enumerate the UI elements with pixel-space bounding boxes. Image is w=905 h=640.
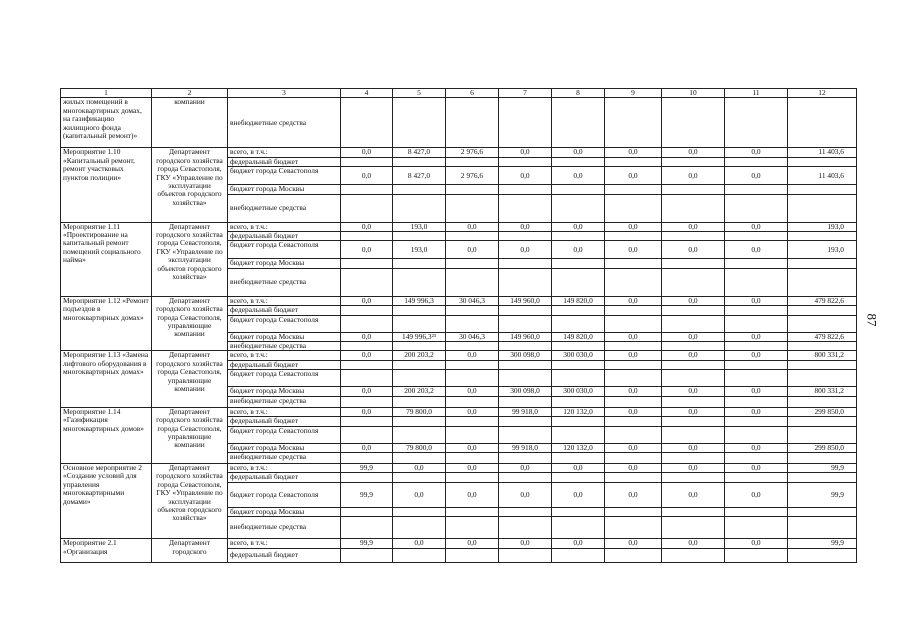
table-row <box>61 351 857 360</box>
value-cell: 299 850,0 <box>788 443 857 452</box>
funding-source: бюджет города Москвы <box>228 332 341 341</box>
value-cell: 0,0 <box>662 351 725 360</box>
value-cell: 0,0 <box>662 167 725 185</box>
funding-source: всего, в т.ч.: <box>228 351 341 360</box>
value-cell: 0,0 <box>605 539 662 548</box>
value-cell: 0,0 <box>605 463 662 472</box>
funding-source: бюджет города Москвы <box>228 507 341 516</box>
value-cell: 0,0 <box>725 443 788 452</box>
funding-source: бюджет города Москвы <box>228 443 341 452</box>
value-cell: 120 132,0 <box>552 407 605 416</box>
value-cell: 0,0 <box>662 222 725 231</box>
value-cell: 193,0 <box>393 222 446 231</box>
value-cell: 0,0 <box>446 241 499 259</box>
row-title: жилых помещений в многоквартирных домах, на газификацию жилищного фонда (капитальный ремонт)» <box>61 98 152 148</box>
value-cell: 0,0 <box>725 148 788 157</box>
value-cell: 0,0 <box>725 332 788 341</box>
funding-source: внебюджетные средства <box>228 396 341 407</box>
value-cell: 99,9 <box>341 482 393 507</box>
value-cell: 0,0 <box>605 351 662 360</box>
funding-source: внебюджетные средства <box>228 517 341 539</box>
table-row <box>61 296 857 305</box>
value-cell: 0,0 <box>341 296 393 305</box>
header-cell: 3 <box>228 89 341 98</box>
value-cell: 0,0 <box>552 167 605 185</box>
row-executor: Департамент городского хозяйства города Севастополя, управляющие компании <box>152 407 228 463</box>
row-executor: Департамент городского хозяйства города Севастополя, ГКУ «Управление по эксплуатации объектов городского хозяйства» <box>152 222 228 296</box>
value-cell: 0,0 <box>662 463 725 472</box>
row-executor: Департамент городского <box>152 539 228 562</box>
table-row <box>61 463 857 472</box>
value-cell: 193,0 <box>788 222 857 231</box>
value-cell: 0,0 <box>605 443 662 452</box>
value-cell: 0,0 <box>341 148 393 157</box>
value-cell: 99 918,0 <box>499 443 552 452</box>
funding-source: всего, в т.ч.: <box>228 148 341 157</box>
funding-source: бюджет города Москвы <box>228 259 341 268</box>
value-cell: 0,0 <box>725 296 788 305</box>
funding-source: федеральный бюджет <box>228 157 341 166</box>
row-executor: Департамент городского хозяйства города Севастополя, управляющие компании <box>152 296 228 351</box>
row-executor: компании <box>152 98 228 148</box>
funding-source: бюджет города Севастополя <box>228 167 341 185</box>
funding-source: всего, в т.ч.: <box>228 407 341 416</box>
funding-source: бюджет города Москвы <box>228 185 341 194</box>
value-cell: 149 996,3 <box>393 296 446 305</box>
value-cell: 99,9 <box>788 482 857 507</box>
table-row <box>61 539 857 548</box>
value-cell: 0,0 <box>605 387 662 396</box>
value-cell: 0,0 <box>446 222 499 231</box>
row-title: Основное мероприятие 2 «Создание условий для управления многоквартирными домами» <box>61 463 152 538</box>
value-cell: 2 976,6 <box>446 167 499 185</box>
value-cell: 0,0 <box>725 482 788 507</box>
budget-table <box>60 88 857 563</box>
value-cell: 149 996,3²³ <box>393 332 446 341</box>
row-title: Мероприятие 1.14 «Газификация многоквартирных домов» <box>61 407 152 463</box>
value-cell: 0,0 <box>341 387 393 396</box>
value-cell: 193,0 <box>788 241 857 259</box>
value-cell: 11 403,6 <box>788 148 857 157</box>
value-cell: 0,0 <box>662 407 725 416</box>
value-cell: 99,9 <box>341 539 393 548</box>
value-cell: 99,9 <box>341 463 393 472</box>
value-cell: 0,0 <box>605 332 662 341</box>
row-title: Мероприятие 1.10 «Капитальный ремонт, ремонт участковых пунктов полиции» <box>61 148 152 222</box>
funding-source: федеральный бюджет <box>228 306 341 315</box>
value-cell: 0,0 <box>725 241 788 259</box>
value-cell: 0,0 <box>662 296 725 305</box>
funding-source: внебюджетные средства <box>228 268 341 296</box>
value-cell: 800 331,2 <box>788 387 857 396</box>
value-cell: 8 427,0 <box>393 148 446 157</box>
value-cell: 0,0 <box>446 482 499 507</box>
value-cell: 0,0 <box>552 222 605 231</box>
value-cell: 0,0 <box>605 222 662 231</box>
value-cell: 149 820,0 <box>552 332 605 341</box>
value-cell: 0,0 <box>552 241 605 259</box>
value-cell: 0,0 <box>446 539 499 548</box>
value-cell: 0,0 <box>341 332 393 341</box>
funding-source: бюджет города Севастополя <box>228 241 341 259</box>
value-cell: 0,0 <box>499 241 552 259</box>
header-cell: 6 <box>446 89 499 98</box>
value-cell: 200 203,2 <box>393 351 446 360</box>
value-cell: 8 427,0 <box>393 167 446 185</box>
value-cell: 0,0 <box>662 387 725 396</box>
funding-source: бюджет города Москвы <box>228 387 341 396</box>
value-cell: 0,0 <box>725 463 788 472</box>
funding-source: всего, в т.ч.: <box>228 463 341 472</box>
funding-source: федеральный бюджет <box>228 473 341 482</box>
value-cell: 0,0 <box>725 222 788 231</box>
table-header-row <box>61 89 857 98</box>
header-cell: 4 <box>341 89 393 98</box>
value-cell: 0,0 <box>605 148 662 157</box>
table-row <box>61 407 857 416</box>
value-cell: 300 098,0 <box>499 351 552 360</box>
value-cell: 0,0 <box>499 167 552 185</box>
value-cell: 0,0 <box>662 332 725 341</box>
header-cell: 12 <box>788 89 857 98</box>
value-cell: 0,0 <box>446 387 499 396</box>
value-cell: 149 820,0 <box>552 296 605 305</box>
value-cell: 300 030,0 <box>552 351 605 360</box>
value-cell: 0,0 <box>605 167 662 185</box>
value-cell: 299 850,0 <box>788 407 857 416</box>
value-cell: 0,0 <box>552 463 605 472</box>
value-cell: 99,9 <box>788 463 857 472</box>
table-row <box>61 98 857 148</box>
value-cell: 99 918,0 <box>499 407 552 416</box>
value-cell: 30 046,3 <box>446 332 499 341</box>
value-cell: 0,0 <box>725 407 788 416</box>
value-cell: 0,0 <box>446 443 499 452</box>
value-cell: 149 960,0 <box>499 296 552 305</box>
value-cell: 0,0 <box>605 241 662 259</box>
budget-table-sheet <box>60 88 857 563</box>
value-cell: 30 046,3 <box>446 296 499 305</box>
value-cell: 300 030,0 <box>552 387 605 396</box>
value-cell: 193,0 <box>393 241 446 259</box>
value-cell: 0,0 <box>725 539 788 548</box>
funding-source: федеральный бюджет <box>228 548 341 562</box>
value-cell: 0,0 <box>341 351 393 360</box>
value-cell: 0,0 <box>393 482 446 507</box>
value-cell: 0,0 <box>341 167 393 185</box>
header-cell: 7 <box>499 89 552 98</box>
funding-source: бюджет города Севастополя <box>228 426 341 443</box>
funding-source: федеральный бюджет <box>228 360 341 369</box>
value-cell: 149 960,0 <box>499 332 552 341</box>
value-cell: 0,0 <box>499 222 552 231</box>
table-row <box>61 222 857 231</box>
funding-source: внебюджетные средства <box>228 98 341 148</box>
value-cell: 0,0 <box>662 148 725 157</box>
table-row <box>61 148 857 157</box>
value-cell: 0,0 <box>341 443 393 452</box>
value-cell: 11 403,6 <box>788 167 857 185</box>
row-title: Мероприятие 1.12 «Ремонт подъездов в многоквартирных домах» <box>61 296 152 351</box>
row-title: Мероприятие 1.11 «Проектирование на капитальный ремонт помещений социального найма» <box>61 222 152 296</box>
value-cell: 0,0 <box>341 222 393 231</box>
value-cell: 0,0 <box>393 463 446 472</box>
funding-source: федеральный бюджет <box>228 232 341 241</box>
funding-source: бюджет города Севастополя <box>228 315 341 332</box>
value-cell: 0,0 <box>552 148 605 157</box>
header-cell: 1 <box>61 89 152 98</box>
value-cell: 0,0 <box>662 443 725 452</box>
value-cell: 800 331,2 <box>788 351 857 360</box>
header-cell: 5 <box>393 89 446 98</box>
value-cell: 0,0 <box>499 463 552 472</box>
funding-source: всего, в т.ч.: <box>228 539 341 548</box>
page-number: 87 <box>864 313 880 327</box>
value-cell: 479 822,6 <box>788 296 857 305</box>
value-cell: 0,0 <box>725 351 788 360</box>
funding-source: бюджет города Севастополя <box>228 370 341 387</box>
value-cell: 0,0 <box>552 539 605 548</box>
value-cell: 300 098,0 <box>499 387 552 396</box>
value-cell: 0,0 <box>662 241 725 259</box>
value-cell: 479 822,6 <box>788 332 857 341</box>
funding-source: внебюджетные средства <box>228 452 341 463</box>
value-cell: 0,0 <box>662 539 725 548</box>
value-cell: 0,0 <box>605 296 662 305</box>
value-cell: 0,0 <box>341 407 393 416</box>
funding-source: внебюджетные средства <box>228 342 341 351</box>
row-title: Мероприятие 2.1 «Организация <box>61 539 152 562</box>
funding-source: федеральный бюджет <box>228 417 341 426</box>
funding-source: всего, в т.ч.: <box>228 222 341 231</box>
row-executor: Департамент городского хозяйства города Севастополя, ГКУ «Управление по эксплуатации объектов городского хозяйства» <box>152 463 228 538</box>
value-cell: 0,0 <box>605 407 662 416</box>
header-cell: 11 <box>725 89 788 98</box>
row-executor: Департамент городского хозяйства города Севастополя, управляющие компании <box>152 351 228 407</box>
value-cell: 2 976,6 <box>446 148 499 157</box>
funding-source: бюджет города Севастополя <box>228 482 341 507</box>
value-cell: 0,0 <box>393 539 446 548</box>
value-cell: 200 203,2 <box>393 387 446 396</box>
value-cell: 0,0 <box>725 387 788 396</box>
header-cell: 8 <box>552 89 605 98</box>
funding-source: всего, в т.ч.: <box>228 296 341 305</box>
value-cell: 0,0 <box>662 482 725 507</box>
row-executor: Департамент городского хозяйства города Севастополя, ГКУ «Управление по эксплуатации объектов городского хозяйства» <box>152 148 228 222</box>
value-cell: 79 800,0 <box>393 443 446 452</box>
value-cell: 0,0 <box>605 482 662 507</box>
value-cell: 0,0 <box>499 148 552 157</box>
value-cell: 0,0 <box>446 407 499 416</box>
value-cell: 120 132,0 <box>552 443 605 452</box>
header-cell: 10 <box>662 89 725 98</box>
value-cell: 0,0 <box>446 351 499 360</box>
row-title: Мероприятие 1.13 «Замена лифтового оборудования в многоквартирных домах» <box>61 351 152 407</box>
value-cell: 79 800,0 <box>393 407 446 416</box>
header-cell: 9 <box>605 89 662 98</box>
header-cell: 2 <box>152 89 228 98</box>
value-cell: 0,0 <box>499 539 552 548</box>
value-cell: 0,0 <box>446 463 499 472</box>
value-cell: 0,0 <box>552 482 605 507</box>
funding-source: внебюджетные средства <box>228 194 341 222</box>
value-cell: 99,9 <box>788 539 857 548</box>
value-cell: 0,0 <box>341 241 393 259</box>
value-cell: 0,0 <box>499 482 552 507</box>
value-cell: 0,0 <box>725 167 788 185</box>
